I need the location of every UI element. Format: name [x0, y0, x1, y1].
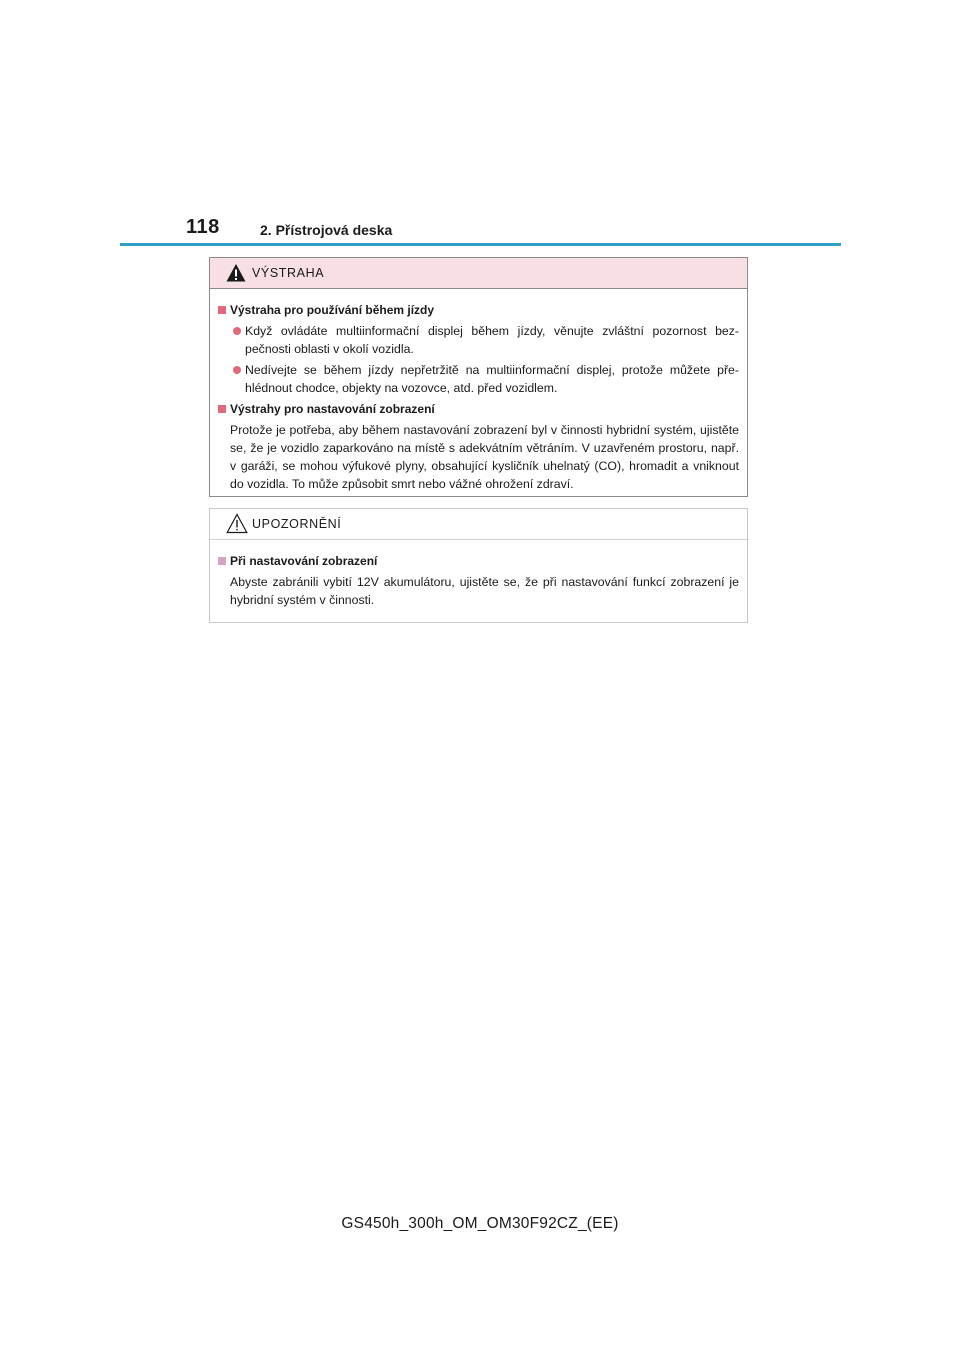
dot-bullet-icon [233, 366, 241, 374]
square-bullet-icon [218, 306, 226, 314]
warning-paragraph: Protože je potřeba, aby během nastavování zobrazení byl v činnosti hybridní systém, ujistěte se, že je vozidlo zaparkováno na místě s adekvátním větráním. V uzavřeném prostoru, např. v garáži, se mohou výfukové plyny, obsahující kysličník uhelnatý (CO), hromadit a vniknout do vozidla. To může způsobit smrt nebo vážné ohrožení zdraví. [230, 423, 739, 491]
dot-bullet-icon [233, 327, 241, 335]
caution-heading: UPOZORNĚNÍ [252, 517, 342, 531]
warning-section-title: Výstrahy pro nastavování zobrazení [218, 400, 739, 418]
warning-section-title: Výstraha pro používání během jízdy [218, 301, 739, 319]
caution-triangle-icon [226, 513, 246, 533]
document-code: GS450h_300h_OM_OM30F92CZ_(EE) [341, 1215, 619, 1232]
page-header [120, 216, 840, 246]
list-item: Když ovládáte multiinformační displej během jízdy, věnujte zvláštní pozornost bez- pečnosti oblasti v okolí vozidla. [218, 322, 739, 358]
caution-box-body [210, 540, 747, 609]
warning-box-body [210, 289, 747, 493]
warning-heading: VÝSTRAHA [252, 266, 325, 280]
square-bullet-icon [218, 405, 226, 413]
caution-section-title: Při nastavování zobrazení [218, 552, 739, 570]
list-item: Nedívejte se během jízdy nepřetržitě na multiinformační displej, protože můžete pře- hlédnout chodce, objekty na vozovce, atd. před vozidlem. [218, 361, 739, 397]
warning-box-header [210, 258, 747, 289]
caution-box-header [210, 509, 747, 540]
caution-paragraph: Abyste zabránili vybití 12V akumulátoru, ujistěte se, že při nastavování funkcí zobrazení je hybridní systém v činnosti. [230, 575, 739, 607]
square-bullet-icon [218, 557, 226, 565]
warning-triangle-icon [226, 263, 246, 283]
page-number: 118 [186, 216, 220, 238]
warning-box [209, 257, 748, 497]
caution-box [209, 508, 748, 623]
section-title: 2. Přístrojová deska [260, 222, 393, 238]
header-rule [120, 243, 841, 246]
